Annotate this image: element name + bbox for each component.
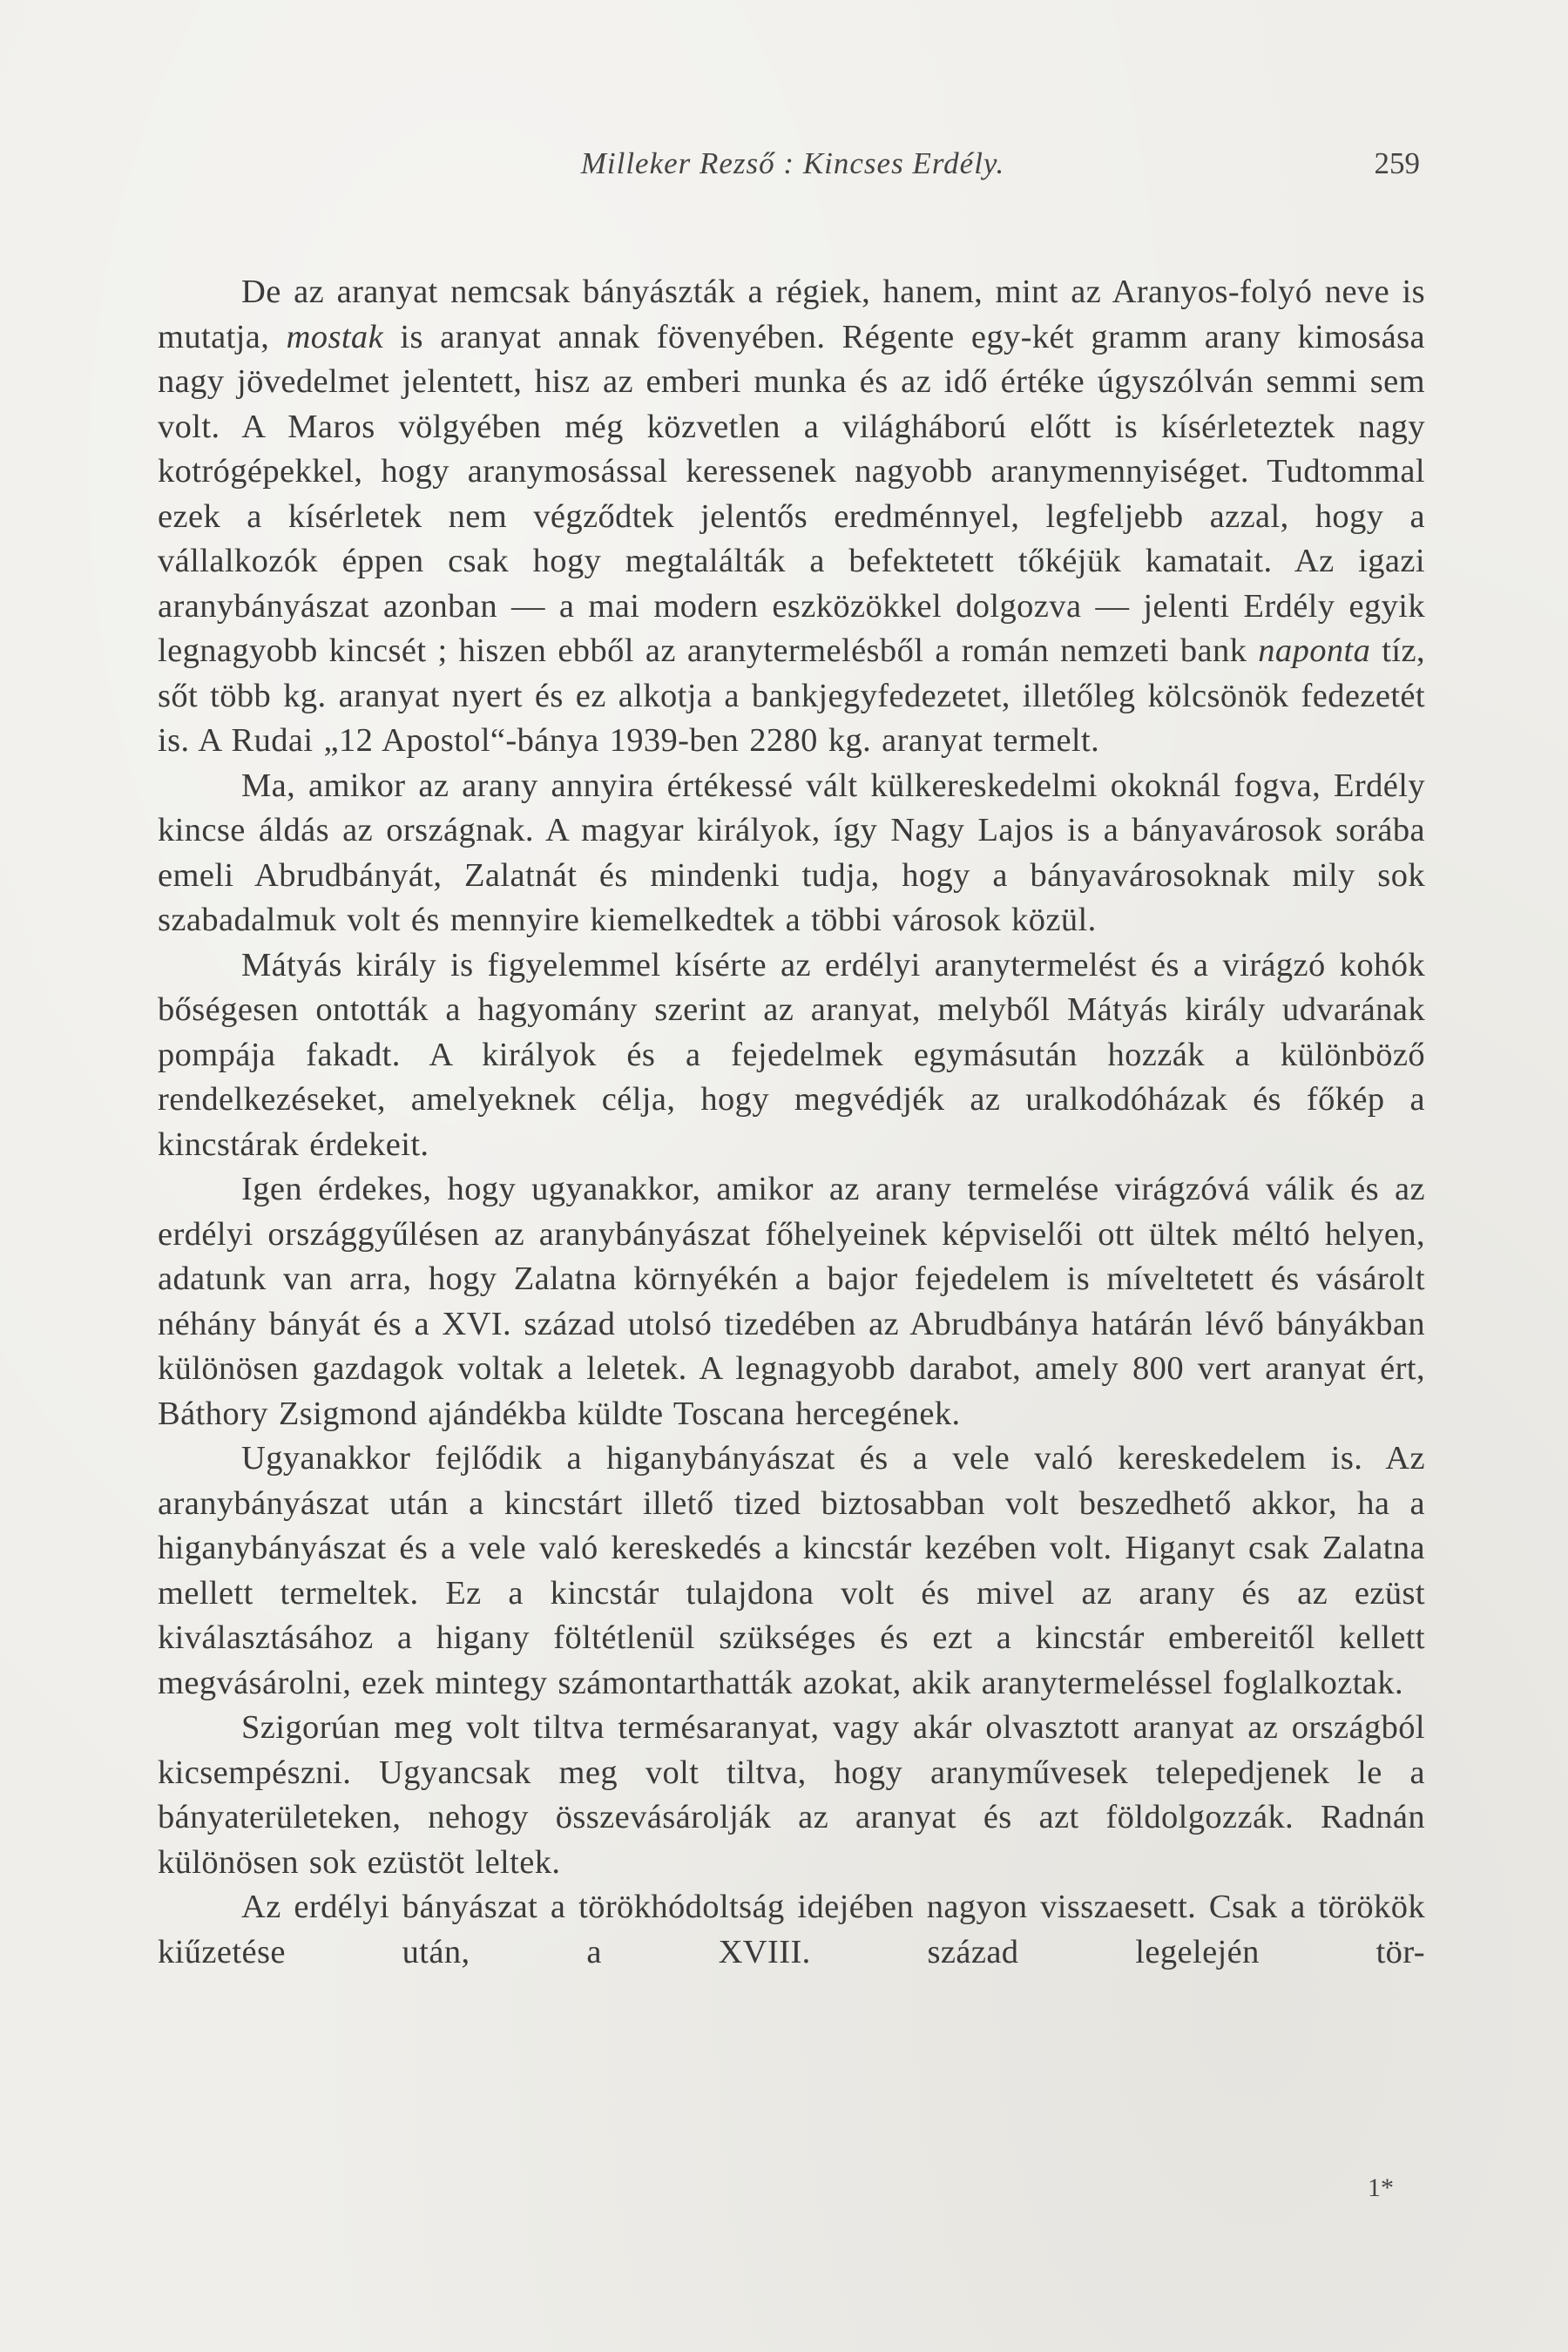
- paragraph-1-emphasis-2: naponta: [1258, 632, 1371, 669]
- paragraph-4: Igen érdekes, hogy ugyanakkor, amikor az arany termelése virágzóvá válik és az erdélyi országgyűlésen az aranybányászat főhelyeinek képviselői ott ültek méltó helyen, adatunk van arra, hogy Zalatna környékén a bajor fejedelem is míveltetett és vásárolt néhány bányát és a XVI. század utolsó tizedében az Abrudbánya határán lévő bányákban különösen gazdagok voltak a leletek. A legnagyobb darabot, amely 800 vert aranyat ért, Báthory Zsigmond ajándékba küldte Toscana hercegének.: [158, 1171, 1425, 1432]
- paragraph-6: Szigorúan meg volt tiltva termésaranyat, vagy akár olvasztott aranyat az országból kicsempészni. Ugyancsak meg volt tiltva, hogy aranyművesek telepedjenek le a bányaterületeken, nehogy összevásárolják az aranyat és azt földolgozzák. Radnán különösen sok ezüstöt leltek.: [158, 1709, 1425, 1881]
- running-title: Milleker Rezső : Kincses Erdély.: [580, 146, 1005, 180]
- signature-mark: 1*: [1368, 2173, 1394, 2202]
- paragraph-1-part-1: De az aranyat nemcsak bányászták a régiek, hanem, mint az Aranyos-folyó neve is mutatja,: [158, 274, 1425, 355]
- page-number: 259: [1374, 146, 1420, 180]
- paragraph-1: [158, 270, 1425, 764]
- paragraph-7: Az erdélyi bányászat a törökhódoltság idejében nagyon visszaesett. Csak a törökök kiűzetése után, a XVIII. század legelején tör-: [158, 1889, 1425, 1970]
- running-head: [166, 146, 1420, 190]
- paragraph-2: Ma, amikor az arany annyira értékessé vált külkereskedelmi okoknál fogva, Erdély kincse áldás az országnak. A magyar királyok, így Nagy Lajos is a bányavárosok sorába emeli Abrudbányát, Zalatnát és mindenki tudja, hogy a bányavárosoknak mily sok szabadalmuk volt és mennyire kiemelkedtek a többi városok közül.: [158, 767, 1425, 938]
- paragraph-3: Mátyás király is figyelemmel kísérte az erdélyi aranytermelést és a virágzó kohók bőségesen ontották a hagyomány szerint az aranyat, melyből Mátyás király udvarának pompája fakadt. A királyok és a fejedelmek egymásután hozzák a különböző rendelkezéseket, amelyeknek célja, hogy megvédjék az uralkodóházak és főkép a kincstárak érdekeit.: [158, 946, 1425, 1163]
- paragraph-1-part-2: is aranyat annak fövenyében. Régente egy-két gramm arany kimosása nagy jövedelmet jelentett, hisz az emberi munka és az idő értéke úgyszólván semmi sem volt. A Maros völgyében még közvetlen a világháború előtt is kísérleteztek nagy kotrógépekkel, hogy aranymosással keressenek nagyobb aranymennyiséget. Tudtommal ezek a kísérletek nem végződtek jelentős eredménnyel, legfeljebb azzal, hogy a vállalkozók éppen csak hogy megtalálták a befektetett tőkéjük kamatait. Az igazi aranybányászat azonban — a mai modern eszközökkel dolgozva — jelenti Erdély egyik legnagyobb kincsét ; hiszen ebből az aranytermelésből a román nemzeti bank: [158, 318, 1426, 669]
- paragraph-1-emphasis-1: mostak: [286, 318, 384, 355]
- text-body: [158, 270, 1425, 1975]
- paragraph-5: Ugyanakkor fejlődik a higanybányászat és a vele való kereskedelem is. Az aranybányászat után a kincstárt illető tized biztosabban volt beszedhető akkor, ha a higanybányászat és a vele való kereskedés a kincstár kezében volt. Higanyt csak Zalatna mellett termeltek. Ez a kincstár tulajdona volt és mivel az arany és az ezüst kiválasztásához a higany föltétlenül szükséges és ezt a kincstár embereitől kellett megvásárolni, ezek mintegy számontarthatták azokat, akik aranytermeléssel foglalkoztak.: [158, 1440, 1425, 1701]
- paragraph-1-part-3: tíz, sőt több kg. aranyat nyert és ez alkotja a bankjegyfedezetet, illetőleg kölcsönök fedezetét is. A Rudai „12 Apostol“-bánya 1939-ben 2280 kg. aranyat termelt.: [158, 632, 1425, 759]
